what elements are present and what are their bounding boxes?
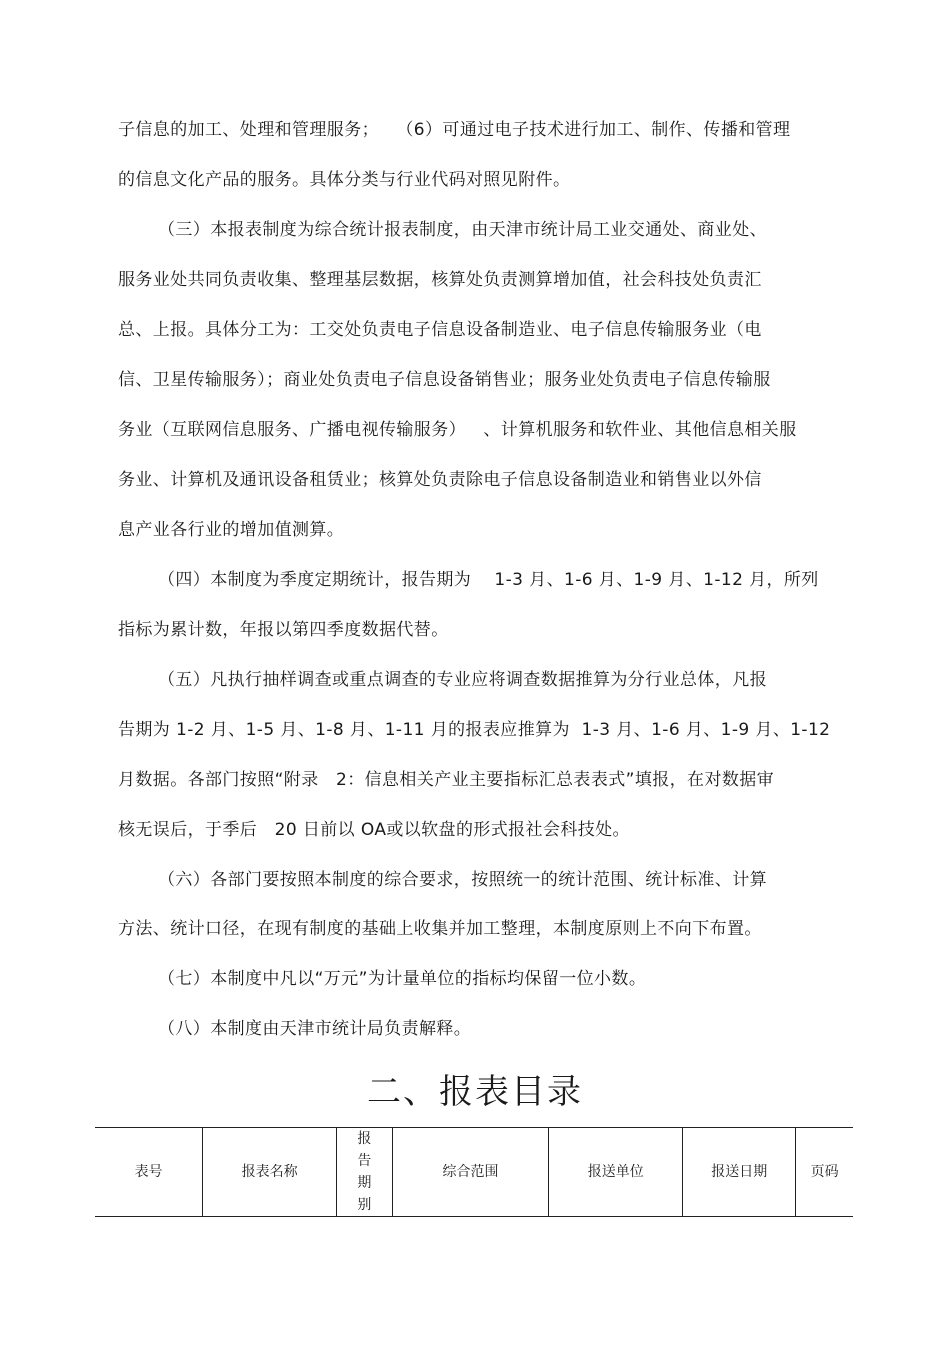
header-reporting-unit: 报送单位	[549, 1128, 683, 1217]
body-line-8: 务业、计算机及通讯设备租赁业；核算处负责除电子信息设备制造业和销售业以外信	[118, 470, 762, 490]
header-report-name: 报表名称	[203, 1128, 337, 1217]
header-report-date: 报送日期	[683, 1128, 796, 1217]
body-line-17: 方法、统计口径，在现有制度的基础上收集并加工整理，本制度原则上不向下布置。	[118, 919, 762, 939]
body-line-7: 务业（互联网信息服务、广播电视传输服务） 、计算机服务和软件业、其他信息相关服	[118, 420, 797, 440]
body-line-13: 告期为 1-2 月、1-5 月、1-8 月、1-11 月的报表应推算为 1-3 月、1-6 月、1-9 月、1-12	[118, 720, 831, 740]
section-heading: 二、报表目录	[367, 1072, 583, 1112]
table-header-row	[95, 1128, 853, 1217]
body-line-4: 服务业处共同负责收集、整理基层数据，核算处负责测算增加值，社会科技处负责汇	[118, 270, 762, 290]
body-line-18: （七）本制度中凡以“万元”为计量单位的指标均保留一位小数。	[158, 969, 647, 989]
body-line-6: 信、卫星传输服务）；商业处负责电子信息设备销售业；服务业处负责电子信息传输服	[118, 370, 771, 390]
report-catalog-table	[95, 1127, 853, 1217]
header-table-number: 表号	[95, 1128, 203, 1217]
body-line-15: 核无误后，于季后 20 日前以 OA或以软盘的形式报社会科技处。	[118, 820, 630, 840]
body-line-19: （八）本制度由天津市统计局负责解释。	[158, 1019, 472, 1039]
body-line-3: （三）本报表制度为综合统计报表制度，由天津市统计局工业交通处、商业处、	[158, 220, 767, 240]
body-line-10: （四）本制度为季度定期统计，报告期为 1-3 月、1-6 月、1-9 月、1-12 月，所列	[158, 570, 819, 590]
body-line-1: 子信息的加工、处理和管理服务； （6）可通过电子技术进行加工、制作、传播和管理	[118, 120, 791, 140]
body-line-11: 指标为累计数，年报以第四季度数据代替。	[118, 620, 449, 640]
body-line-5: 总、上报。具体分工为：工交处负责电子信息设备制造业、电子信息传输服务业（电	[118, 320, 762, 340]
body-line-12: （五）凡执行抽样调查或重点调查的专业应将调查数据推算为分行业总体，凡报	[158, 670, 767, 690]
body-line-16: （六）各部门要按照本制度的综合要求，按照统一的统计范围、统计标准、计算	[158, 870, 767, 890]
header-page-number: 页码	[796, 1128, 853, 1217]
body-line-14: 月数据。各部门按照“附录 2：信息相关产业主要指标汇总表表式”填报，在对数据审	[118, 770, 775, 790]
header-report-period	[337, 1128, 393, 1217]
header-scope: 综合范围	[392, 1128, 549, 1217]
body-line-2: 的信息文化产品的服务。具体分类与行业代码对照见附件。	[118, 170, 571, 190]
body-line-9: 息产业各行业的增加值测算。	[118, 520, 345, 540]
header-report-period-label: 报告期别	[357, 1131, 372, 1213]
